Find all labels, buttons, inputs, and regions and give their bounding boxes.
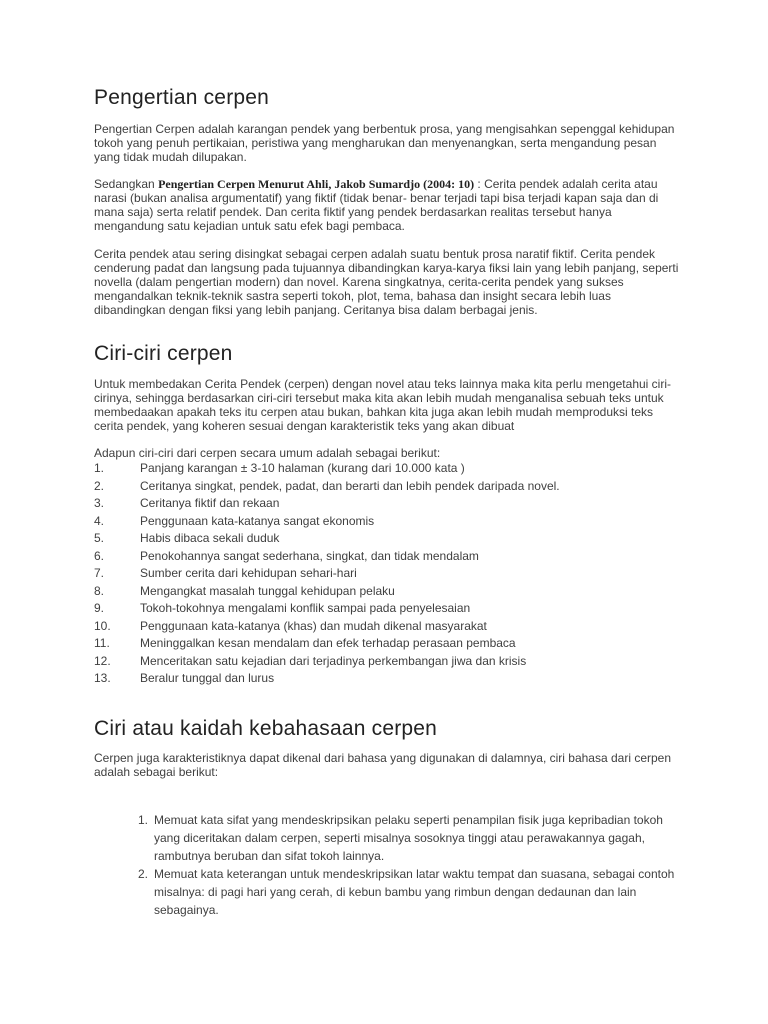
list-item — [94, 495, 684, 513]
list-item-text: Penggunaan kata-katanya sangat ekonomis — [140, 513, 375, 528]
list-item-number: 2. — [138, 866, 149, 881]
list-item — [94, 478, 684, 496]
kaidah-list — [138, 811, 678, 919]
list-item-number: 8. — [94, 583, 105, 598]
list-item-number: 1. — [138, 812, 149, 827]
list-item-number: 12. — [94, 653, 111, 668]
ciri-list — [94, 460, 684, 688]
list-item-number: 11. — [94, 636, 110, 650]
paragraph-pengertian: Pengertian Cerpen adalah karangan pendek yang berbentuk prosa, yang mengisahkan sepenggal kehidupan tokoh yang penuh pertikaian, peristiwa yang mengharukan dan menyenangkan, serta mengandung pesan yang tidak mudah dilupakan. — [94, 122, 675, 164]
list-item-number: 6. — [94, 548, 105, 563]
list-item — [94, 670, 684, 688]
list-item-number: 10. — [94, 618, 111, 633]
list-item-number: 7. — [94, 566, 105, 580]
list-item — [94, 513, 684, 531]
paragraph-ciri-list-intro: Adapun ciri-ciri dari cerpen secara umum adalah sebagai berikut: — [94, 446, 441, 460]
list-item-text: Meninggalkan kesan mendalam dan efek terhadap perasaan pembaca — [140, 636, 516, 650]
list-item-number: 13. — [94, 671, 111, 685]
list-item-text: Mengangkat masalah tunggal kehidupan pelaku — [140, 583, 395, 598]
list-item-text: Sumber cerita dari kehidupan sehari-hari — [140, 566, 357, 580]
paragraph-cerita-pendek: Cerita pendek atau sering disingkat sebagai cerpen adalah suatu bentuk prosa naratif fiktif. Cerita pendek cenderung padat dan langsung pada tujuannya dibandingkan karya-karya fiksi lain yang lebih panjang, seperti novella (dalam pengertian modern) dan novel. Karena singkatnya, cerita-cerita pendek yang sukses mengandalkan teknik-teknik sastra seperti tokoh, plot, tema, bahasa dan insight secara lebih luas dibandingkan dengan fiksi yang lebih panjang. Ceritanya bisa dalam berbagai jenis. — [94, 247, 679, 317]
paragraph-menurut-ahli — [94, 177, 684, 233]
expert-definition-bold: Pengertian Cerpen Menurut Ahli, Jakob Sumardjo (2004: 10) — [158, 177, 475, 191]
list-item-text: Penggunaan kata-katanya (khas) dan mudah dikenal masyarakat — [140, 618, 487, 633]
paragraph-ciri-intro: Untuk membedakan Cerita Pendek (cerpen) dengan novel atau teks lainnya maka kita perlu mengetahui ciri-cirinya, sehingga berdasarkan ciri-ciri tersebut maka kita akan lebih mudah menganalisa sebuah teks untuk membedaakan apakah teks itu cerpen atau bukan, bahkan kita juga akan lebih mudah memproduksi teks cerita pendek, yang koheren sesuai dengan karakteristik teks yang akan dibuat — [94, 377, 671, 433]
list-item — [94, 618, 684, 636]
list-item-number: 5. — [94, 531, 105, 545]
list-item — [94, 653, 684, 671]
list-item-text: Memuat kata keterangan untuk mendeskripsikan latar waktu tempat dan suasana, sebagai contoh misalnya: di pagi hari yang cerah, di kebun bambu yang rimbun dengan dedaunan dan lain sebagainya. — [154, 866, 675, 917]
list-item — [94, 460, 684, 478]
list-item-text: Ceritanya singkat, pendek, padat, dan berarti dan lebih pendek daripada novel. — [140, 478, 560, 493]
list-item-text: Penokohannya sangat sederhana, singkat, dan tidak mendalam — [140, 548, 479, 563]
document-page — [94, 86, 684, 919]
list-item-number: 1. — [94, 461, 105, 475]
list-item-number: 9. — [94, 601, 105, 615]
list-item-text: Memuat kata sifat yang mendeskripsikan pelaku seperti penampilan fisik juga kepribadian tokoh yang diceritakan dalam cerpen, seperti misalnya sosoknya tinggi atau perawakannya gagah, rambutnya beruban dan sifat tokoh lainnya. — [154, 812, 663, 863]
list-item-text: Tokoh-tokohnya mengalami konflik sampai pada penyelesaian — [140, 601, 471, 615]
list-item-number: 3. — [94, 496, 105, 510]
list-item-text: Menceritakan satu kejadian dari terjadinya perkembangan jiwa dan krisis — [140, 653, 527, 668]
list-item — [94, 548, 684, 566]
list-item-text: Beralur tunggal dan lurus — [140, 671, 275, 685]
heading-pengertian-cerpen: Pengertian cerpen — [94, 86, 270, 109]
list-item — [138, 811, 678, 865]
list-item — [94, 530, 684, 548]
list-item-text: Panjang karangan ± 3-10 halaman (kurang dari 10.000 kata ) — [140, 461, 465, 475]
heading-kaidah-kebahasaan: Ciri atau kaidah kebahasaan cerpen — [94, 716, 438, 740]
list-item — [94, 600, 684, 618]
list-item-number: 2. — [94, 478, 105, 493]
list-item — [94, 583, 684, 601]
list-item-text: Ceritanya fiktif dan rekaan — [140, 496, 280, 510]
paragraph-kaidah-intro: Cerpen juga karakteristiknya dapat dikenal dari bahasa yang digunakan di dalamnya, ciri bahasa dari cerpen adalah sebagai berikut: — [94, 750, 672, 779]
list-item-number: 4. — [94, 513, 105, 528]
list-item — [138, 865, 678, 919]
list-item-text: Habis dibaca sekali duduk — [140, 531, 280, 545]
paragraph-prefix: Sedangkan — [94, 177, 159, 191]
list-item — [94, 635, 684, 653]
list-item — [94, 565, 684, 583]
heading-ciri-ciri-cerpen: Ciri-ciri cerpen — [94, 342, 233, 365]
paragraph-rest: : Cerita pendek adalah cerita atau narasi (bukan analisa argumentatif) yang fiktif (tidak benar- benar terjadi tapi bisa terjadi kapan saja dan di mana saja) serta relatif pendek. Dan cerita fiktif yang pendek berdasarkan realitas tersebut hanya mengandung satu kejadian untuk satu efek bagi pembaca. — [94, 177, 659, 233]
